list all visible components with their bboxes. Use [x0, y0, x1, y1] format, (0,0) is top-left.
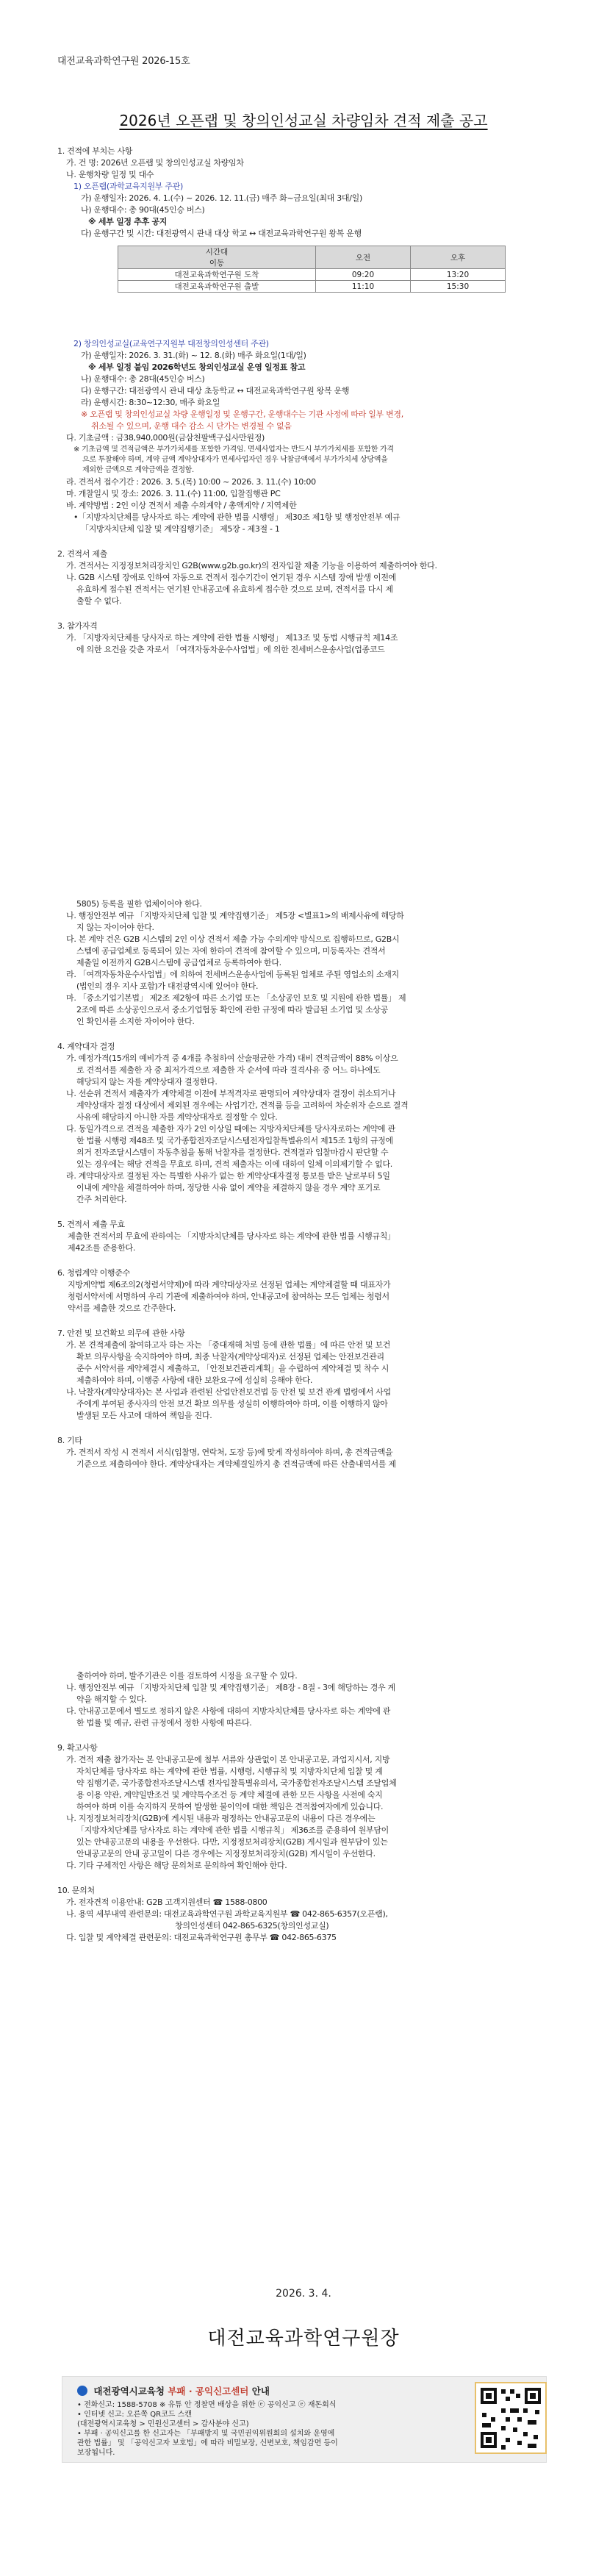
body-line: 약 집행기준, 국가종합전자조달시스템 전자입찰특별유의서, 국가종합전자조달시스템 조달업체: [76, 1778, 397, 1788]
body-line: 나) 운행대수: 총 90대(45인승 버스): [81, 205, 205, 215]
body-line: 약을 해지할 수 있다.: [76, 1695, 147, 1704]
notice-line: (대전광역시교육청 > 민원신고센터 > 갑사분야 신고): [77, 2420, 249, 2428]
body-line: 제출한 견적서의 무효에 관하여는 「지방자치단체를 당사자로 하는 계약에 관한 법률 시행규칙」: [68, 1231, 395, 1241]
notice-title-red: 부패 · 공익신고센터: [168, 2386, 249, 2397]
schedule-header-time: [118, 246, 316, 269]
body-line: 한 법률 및 예규, 관련 규정에서 정한 사항에 따른다.: [76, 1718, 252, 1728]
notice-line: • 전화신고: 1588-5708 ※ 유튜 안 정찰면 배상을 위한 ⓔ 공익신고 ⓔ 재돈회식: [77, 2401, 337, 2409]
body-line: 1) 오픈랩(과학교육지원부 주관): [73, 182, 183, 191]
notice-line: • 부패 · 공익신고를 한 신고자는 「부패방지 및 국민권익위원회의 설치와 운영에: [77, 2430, 335, 2438]
body-line: 다) 운행구간: 대전광역시 관내 대상 초등학교 ↔ 대전교육과학연구원 왕복 운행: [81, 386, 350, 396]
body-line: 5. 견적서 제출 무효: [57, 1220, 125, 1229]
qr-code-icon[interactable]: [475, 2382, 547, 2454]
schedule-row-am: 11:10: [316, 281, 411, 293]
schedule-header-bottom: 이동: [209, 259, 225, 268]
body-line: ※ 기초금액 및 견적금액은 부가가치세를 포함한 가격임. 면세사업자는 반드시 부가가치세를 포함한 가격: [73, 446, 394, 454]
notice-date: 2026. 3. 4.: [276, 2288, 331, 2300]
body-line: 다. 입찰 및 계약체결 관련문의: 대전교육과학연구원 총무부 ☎ 042-865-6375: [66, 1933, 337, 1942]
body-line: 가. 본 견적제출에 참여하고자 하는 자는 「중대재해 처벌 등에 관한 법률」에 따른 안전 및 보건: [66, 1340, 391, 1350]
body-line: 취소될 수 있으며, 운행 대수 감소 시 단가는 변경될 수 없음: [91, 421, 292, 431]
body-line: 기준으로 제출하여야 한다. 계약상대자는 계약체결일까지 총 견적금액에 따른 산출내역서를 제: [76, 1459, 396, 1469]
notice-title: [77, 2384, 270, 2397]
body-line: 「지방자치단체 입찰 및 계약집행기준」 제5장 - 제3절 - 1: [81, 524, 280, 534]
body-line: 한 법률 시행령 제48조 및 국가종합전자조달시스템전자입찰특별유의서 제15조 1항의 규정에: [76, 1136, 393, 1145]
body-line: 나. G2B 시스템 장애로 인하여 자동으로 견적서 접수기간이 연기된 경우 시스템 장애 발생 이전에: [66, 573, 396, 582]
body-line: 가. 전자견적 이용안내: G2B 고객지원센터 ☎ 1588-0800: [66, 1897, 267, 1907]
body-line: 2조에 따른 소상공인으로서 중소기업협동 확인에 관한 규정에 따라 발급된 소기업 및 소상공: [76, 1005, 388, 1015]
body-line: 에 의한 요건을 갖춘 자로서 「여객자동차운수사업법」에 의한 전세버스운송사업(업종코드: [76, 645, 385, 654]
body-line: 가. 견적서는 지정정보처리장치인 G2B(www.g2b.go.kr)의 전자입찰 제출 기능을 이용하여 제출하여야 한다.: [66, 561, 437, 570]
body-line: 제출일 이전까지 G2B시스템에 공급업체로 등록하여야 한다.: [76, 958, 281, 967]
body-line: 나. 선순위 견적서 제출자가 계약체결 이전에 부적격자로 판명되어 계약상대자 결정이 취소되거나: [66, 1089, 396, 1098]
schedule-row-pm: 13:20: [411, 269, 506, 281]
body-line: 제외한 금액으로 계약금액을 결정함.: [82, 466, 194, 474]
body-line: 라. 계약대상자로 결정된 자는 특별한 사유가 없는 한 계약상대자결정 통보를 받은 날로부터 5일: [66, 1171, 390, 1181]
body-line: 약서를 제출한 것으로 간주한다.: [68, 1303, 176, 1313]
body-line: 출할 수 없다.: [76, 596, 122, 606]
schedule-header-am: 오전: [316, 246, 411, 269]
body-line: 나. 운행차량 일정 및 대수: [66, 170, 154, 179]
body-line: 확보 의무사항을 숙지하여야 하며, 최종 낙찰자(계약상대자)로 선정된 업체는 안전보건관리: [76, 1352, 384, 1362]
body-line: 로 견적서를 제출한 자 중 최저가격으로 제출한 자 순서에 따라 결격사유 중 어느 하나에도: [76, 1065, 381, 1075]
body-line: ※ 오픈랩 및 창의인성교실 차량 운행일정 및 운행구간, 운행대수는 기관 사정에 따라 일부 변경,: [81, 409, 403, 419]
body-line: 라. 견적서 접수기간 : 2026. 3. 5.(목) 10:00 ~ 2026. 3. 11.(수) 10:00: [66, 477, 316, 487]
body-line: 가) 운행일자: 2026. 3. 31.(화) ~ 12. 8.(화) 매주 화요일(1대/일): [81, 351, 306, 360]
body-line: 7. 안전 및 보건확보 의무에 관한 사항: [57, 1328, 185, 1338]
schedule-row-label: 대전교육과학연구원 도착: [118, 269, 316, 281]
schedule-row: [118, 269, 506, 281]
body-line: 2. 견적서 제출: [57, 549, 107, 559]
qr-code-graphic: [476, 2383, 545, 2452]
page-title-text: 2026년 오픈랩 및 창의인성교실 차량임차 견적 제출 공고: [119, 112, 488, 129]
body-line: 2) 창의인성교실(교육연구지원부 대전창의인성센터 주관): [73, 339, 269, 348]
body-line: 지방계약법 제6조의2(청렴서약제)에 따라 계약대상자로 선정된 업체는 계약체결할 때 대표자가: [68, 1280, 391, 1289]
body-line: 발생된 모든 사고에 대하여 책임을 진다.: [76, 1411, 212, 1420]
body-line: 유효하게 접수된 견적서는 연기된 안내공고에 유효하게 접수한 것으로 보며, 견적서를 다시 제: [76, 584, 393, 594]
body-line: 스템에 공급업체로 등록되어 있는 자에 한하여 견적에 참여할 수 있으며, 미등록자는 견적서: [76, 946, 386, 956]
body-line: 있는 경우에는 해당 견적을 무효로 하며, 견적 제출자는 이에 대하여 일체 이의제기할 수 없다.: [76, 1159, 393, 1169]
body-line: 인 확인서를 소지한 자이어야 한다.: [76, 1017, 195, 1026]
body-line: 가) 운행일자: 2026. 4. 1.(수) ~ 2026. 12. 11.(금) 매주 화~금요일(최대 3대/일): [81, 193, 362, 203]
body-line: 자치단체를 당사자로 하는 계약에 관한 법률, 시행령, 시행규칙 및 지방자치단체 입찰 및 계: [76, 1767, 383, 1776]
body-line: 나. 낙찰자(계약상대자)는 본 사업과 관련된 산업안전보건법 등 안전 및 보건 관계 법령에서 사업: [66, 1387, 391, 1397]
body-line: 가. 건 명: 2026년 오픈랩 및 창의인성교실 차량임차: [66, 158, 244, 168]
schedule-row: [118, 281, 506, 293]
body-line: 이내에 계약을 체결하여야 하며, 정당한 사유 없이 계약을 체결하지 않을 경우 계약 포기로: [76, 1183, 381, 1192]
body-line: 5805) 등록을 필한 업체이어야 한다.: [76, 899, 202, 909]
body-line: 마. 「중소기업기본법」 제2조 제2항에 따른 소기업 또는 「소상공인 보호 및 지원에 관한 법률」 제: [66, 993, 406, 1003]
body-line: 가. 「지방자치단체를 당사자로 하는 계약에 관한 법률 시행령」 제13조 및 동법 시행규칙 제14조: [66, 633, 398, 643]
body-line: 9. 확고사항: [57, 1743, 98, 1753]
body-line: •「지방자치단체를 당사자로 하는 계약에 관한 법률 시행령」 제30조 제1항 및 행정안전부 예규: [73, 512, 401, 522]
body-line: 6. 청렴계약 이행준수: [57, 1268, 130, 1278]
schedule-header-top: 시간대: [205, 248, 229, 257]
body-line: 다) 운행구간 및 시간: 대전광역시 관내 대상 학교 ↔ 대전교육과학연구원 왕복 운행: [81, 229, 362, 238]
body-line: (법인의 경우 지사 포함)가 대전광역시에 있어야 한다.: [76, 981, 259, 991]
body-line: 라) 운행시간: 8:30~12:30, 매주 화요일: [81, 398, 220, 407]
body-line: 제출하여야 하며, 이행중 사항에 대한 보완요구에 성실히 응해야 한다.: [76, 1375, 313, 1385]
notice-lines: [77, 2400, 338, 2458]
body-line: 다. 기타 구체적인 사항은 해당 문의처로 문의하여 확인해야 한다.: [66, 1861, 287, 1870]
body-line: 3. 참가자격: [57, 621, 98, 631]
body-line: 나. 용역 세부내역 관련문의: 대전교육과학연구원 과학교육지원부 ☎ 042-865-6357(오픈랩),: [66, 1909, 388, 1919]
body-line: 4. 계약대자 결정: [57, 1042, 115, 1051]
body-line: 1. 견적에 부치는 사항: [57, 146, 133, 156]
schedule-row-pm: 15:30: [411, 281, 506, 293]
body-line: 계약상대자 결정 대상에서 제외된 경우에는 사업기간, 견적률 등을 고려하여 차순위자 순으로 결격: [76, 1101, 409, 1110]
anti-corruption-notice: [62, 2376, 547, 2463]
schedule-header-pm: 오후: [411, 246, 506, 269]
body-line: 출하여야 하며, 발주기관은 이를 검토하여 시정을 요구할 수 있다.: [76, 1671, 298, 1681]
body-line: 청렴서약서에 서명하여 우리 기관에 제출하여야 하며, 안내공고에 참여하는 모든 업체는 청렴서: [68, 1292, 389, 1301]
body-line: 다. 안내공고문에서 별도로 정하지 않은 사항에 대하여 지방자치단체를 당사자로 하는 계약에 관: [66, 1706, 391, 1716]
body-line: 나. 지정정보처리장치(G2B)에 게시된 내용과 평정하는 안내공고문의 내용이 다른 경우에는: [66, 1814, 376, 1823]
issuer-name: 대전교육과학연구원장: [207, 2328, 400, 2350]
notice-title-post: 안내: [251, 2386, 270, 2397]
notice-line: • 인터넷 신고: 오른쪽 QR코드 스캔: [77, 2411, 192, 2419]
document-number: 대전교육과학연구원 2026-15호: [57, 56, 190, 67]
body-line: 「지방자치단체를 당사자로 하는 계약에 관한 법률 시행규칙」 제36조를 준용하여 원부담이: [76, 1825, 389, 1835]
body-line: 다. 동일가격으로 견적을 제출한 자가 2인 이상일 때에는 지방자치단체를 당사자로하는 계약에 관: [66, 1124, 395, 1134]
body-line: 가. 견적서 작성 시 견적서 서식(입찰명, 연락처, 도장 등)에 맞게 작성하여야 하며, 총 견적금액을: [66, 1448, 393, 1457]
body-line: 준수 서약서를 계약체결시 제출하고, 「안전보건관리계획」을 수립하여 계약체결 및 착수 시: [76, 1364, 389, 1373]
body-line: 사유에 해당하지 아니한 자를 계약상대자로 결정할 수 있다.: [76, 1112, 278, 1122]
body-line: 하여야 하며 이를 숙지하지 못하여 발생한 불이익에 대한 책임은 견적참여자에게 있습니다.: [76, 1802, 384, 1811]
notice-title-pre: 대전광역시교육청: [93, 2386, 165, 2397]
schedule-row-am: 09:20: [316, 269, 411, 281]
body-line: 있는 안내공고문의 내용을 우선한다. 다만, 지정정보처리장치(G2B) 게시일과 원부담이 있는: [76, 1837, 388, 1847]
notice-logo-icon: [77, 2386, 87, 2396]
schedule-table-wrap: [118, 246, 506, 293]
body-line: 다. 본 계약 건은 G2B 시스템의 2인 이상 견적서 제출 가능 수의계약 방식으로 집행하므로, G2B시: [66, 934, 400, 944]
body-line: 나. 행정안전부 예규 「지방자치단체 입찰 및 계약집행기준」 제8장 - 8절 - 3에 해당하는 경우 계: [66, 1683, 395, 1692]
body-line: 가. 견적 제출 참가자는 본 안내공고문에 첨부 서류와 상관없이 본 안내공고문, 과업지시서, 지방: [66, 1755, 390, 1764]
page-title: [0, 109, 607, 130]
body-line: 용 이용 약관, 계약일반조건 및 계약특수조건 등 계약 체결에 관한 모든 사항을 사전에 숙지: [76, 1790, 383, 1800]
body-line: 8. 기타: [57, 1436, 82, 1445]
body-line: ※ 세부 일정 붙임 2026학년도 창의인성교실 운영 일정표 참고: [88, 362, 306, 372]
body-line: 지 않는 자이어야 한다.: [76, 923, 154, 932]
body-line: 마. 개찰일시 및 장소: 2026. 3. 11.(수) 11:00, 입찰집행관 PC: [66, 489, 281, 498]
body-line: 가. 예정가격(15개의 예비가격 중 4개를 추첨하여 산술평균한 가격) 대비 견적금액이 88% 이상으: [66, 1053, 398, 1063]
schedule-row-label: 대전교육과학연구원 출발: [118, 281, 316, 293]
body-line: 나) 운행대수: 총 28대(45인승 버스): [81, 374, 205, 384]
body-line: 의거 전자조달시스템이 자동추첨을 통해 낙찰자를 결정한다. 견적결과 입찰마감시 판단할 수: [76, 1148, 389, 1157]
body-line: 해당되지 않는 자를 계약상대자 결정한다.: [76, 1077, 218, 1087]
body-line: 간주 처리한다.: [76, 1195, 127, 1204]
body-line: 라. 「여객자동차운수사업법」에 의하여 전세버스운송사업에 등록된 업체로 주된 영업소의 소재지: [66, 970, 399, 979]
notice-line: 관한 법률」 및 「공익신고자 보호법」에 따라 비밀보장, 신변보호, 책임감면 등이: [77, 2439, 338, 2447]
body-line: 나. 행정안전부 예규 「지방자치단체 입찰 및 계약집행기준」 제5장 <별표1>의 배제사유에 해당하: [66, 911, 404, 920]
body-line: 창의인성센터 042-865-6325(창의인성교실): [175, 1921, 329, 1931]
body-line: 으로 투찰해야 하며, 계약 금액 계약상대자가 면세사업자인 경우 낙찰금액에서 부가가치세 상당액을: [82, 456, 388, 464]
schedule-table: [118, 246, 506, 293]
body-line: 다. 기초금액 : 금38,940,000원(금삼천팔백구십사만원정): [66, 433, 265, 443]
body-line: 제42조를 준용한다.: [68, 1243, 136, 1253]
body-line: 주에게 부여된 종사자의 안전 보건 확보 의무를 성실히 이행하여야 하며, 이를 이행하지 않아: [76, 1399, 388, 1409]
body-line: ※ 세부 일정 추후 공지: [88, 217, 168, 226]
notice-line: 보장됩니다.: [77, 2449, 115, 2457]
body-line: 바. 계약방법 : 2인 이상 견적서 제출 수의계약 / 총액계약 / 지역제한: [66, 501, 297, 510]
body-line: 10. 문의처: [57, 1886, 95, 1895]
body-line: 안내공고문의 안내 공고일이 다른 경우에는 지정정보처리장치(G2B) 게시일이 우선한다.: [76, 1849, 376, 1858]
